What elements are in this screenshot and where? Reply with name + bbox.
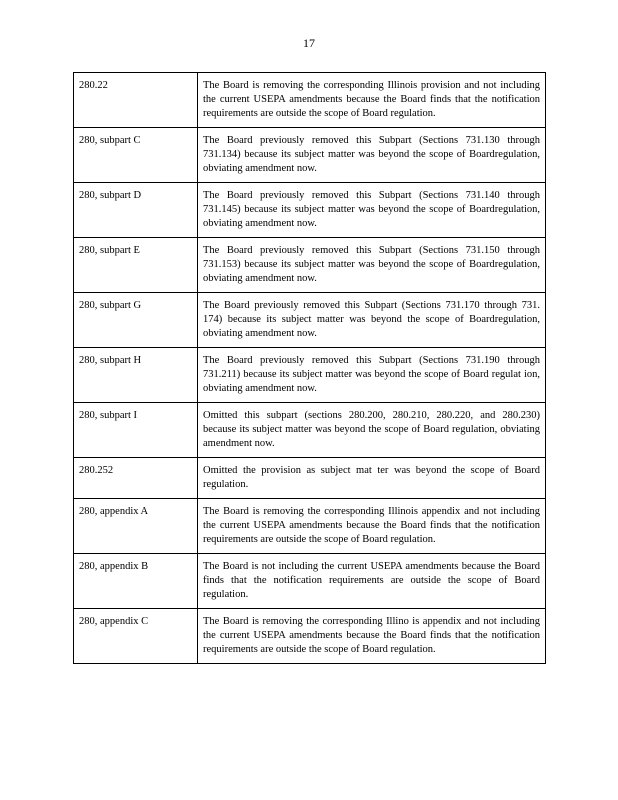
section-cell: 280, subpart D (74, 183, 198, 238)
description-cell: Omitted this subpart (sections 280.200, 280.210, 280.220, and 280.230) because its subject matter was beyond the scope of Board regulation, obviating amendment now. (198, 403, 546, 458)
description-cell: The Board is removing the corresponding Illino is appendix and not including the current USEPA amendments because the Board finds that the notification requirements are outside the scope of Board regulation. (198, 609, 546, 664)
description-cell: The Board previously removed this Subpart (Sections 731.150 through 731.153) because its subject matter was beyond the scope of Boardregulation, obviating amendment now. (198, 238, 546, 293)
section-cell: 280, subpart I (74, 403, 198, 458)
section-cell: 280.252 (74, 458, 198, 499)
amendments-table (73, 72, 546, 664)
table-row (74, 609, 546, 664)
section-cell: 280, subpart H (74, 348, 198, 403)
section-cell: 280, appendix A (74, 499, 198, 554)
section-cell: 280, subpart E (74, 238, 198, 293)
description-cell: The Board is not including the current USEPA amendments because the Board finds that the notification requirements are outside the scope of Board regulation. (198, 554, 546, 609)
section-cell: 280, appendix C (74, 609, 198, 664)
table-row (74, 458, 546, 499)
description-cell: Omitted the provision as subject mat ter was beyond the scope of Board regulation. (198, 458, 546, 499)
table-row (74, 348, 546, 403)
page-number: 17 (303, 36, 315, 50)
section-cell: 280, appendix B (74, 554, 198, 609)
table-row (74, 238, 546, 293)
table-row (74, 403, 546, 458)
description-cell: The Board is removing the corresponding Illinois provision and not including the current USEPA amendments because the Board finds that the notification requirements are outside the scope of Board regulation. (198, 73, 546, 128)
description-cell: The Board previously removed this Subpart (Sections 731.140 through 731.145) because its subject matter was beyond the scope of Boardregulation, obviating amendment now. (198, 183, 546, 238)
section-cell: 280, subpart G (74, 293, 198, 348)
table-row (74, 128, 546, 183)
table-row (74, 554, 546, 609)
description-cell: The Board previously removed this Subpart (Sections 731.170 through 731. 174) because its subject matter was beyond the scope of Boardregulation, obviating amendment now. (198, 293, 546, 348)
table-row (74, 183, 546, 238)
section-cell: 280, subpart C (74, 128, 198, 183)
description-cell: The Board is removing the corresponding Illinois appendix and not including the current USEPA amendments because the Board finds that the notification requirements are outside the scope of Board regulation. (198, 499, 546, 554)
table-row (74, 293, 546, 348)
table-row (74, 73, 546, 128)
description-cell: The Board previously removed this Subpart (Sections 731.190 through 731.211) because its subject matter was beyond the scope of Board regulat ion, obviating amendment now. (198, 348, 546, 403)
description-cell: The Board previously removed this Subpart (Sections 731.130 through 731.134) because its subject matter was beyond the scope of Boardregulation, obviating amendment now. (198, 128, 546, 183)
section-cell: 280.22 (74, 73, 198, 128)
table-row (74, 499, 546, 554)
